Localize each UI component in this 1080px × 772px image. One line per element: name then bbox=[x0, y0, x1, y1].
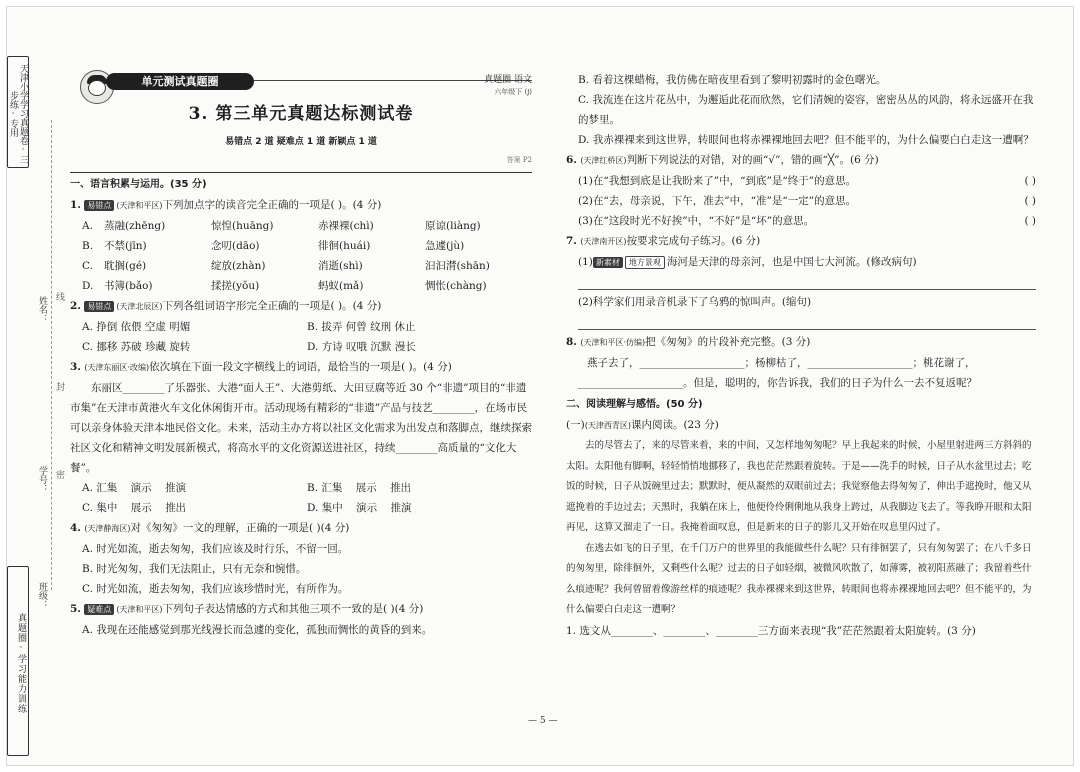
question-stem: 按要求完成句子练习。(6 分) bbox=[626, 235, 761, 247]
option-word: 推出 bbox=[390, 482, 412, 494]
q7-item-2: (2)科学家们用录音机录下了乌鸦的惊叫声。(缩句) bbox=[578, 296, 812, 308]
q5-option-c: C. 我流连在这片花丛中，为邂逅此花而欣然，它们清婉的姿容，密密丛丛的风韵，将永远盛开在我的梦里。 bbox=[578, 94, 1034, 126]
option-cell: 原谅(liàng) bbox=[425, 220, 481, 232]
option-d bbox=[307, 498, 532, 518]
question-4 bbox=[70, 518, 532, 539]
question-source: (天津西青区) bbox=[584, 421, 631, 430]
question-stem: 下列句子表达情感的方式和其他三项不一致的是( )(4 分) bbox=[162, 603, 424, 615]
question-1 bbox=[70, 195, 532, 216]
grade-label: 六年级下 (J) bbox=[494, 88, 532, 96]
q5-option-d: D. 我赤裸裸来到这世界，转眼间也将赤裸裸地回去吧？但不能平的，为什么偏要白白走这一遭啊？ bbox=[578, 134, 1034, 146]
fold-line bbox=[51, 120, 52, 590]
option-a: A. 挣倒 依偎 空虚 明媚 bbox=[82, 321, 191, 333]
question-source: (天津南开区) bbox=[580, 237, 627, 246]
question-number: 7. bbox=[566, 235, 577, 247]
option-cell: 徘徊(huái) bbox=[318, 240, 371, 252]
question-number: 4. bbox=[70, 522, 81, 534]
question-5 bbox=[70, 599, 532, 620]
answer-paren[interactable]: ( ) bbox=[1024, 215, 1036, 227]
judge-item bbox=[566, 211, 1036, 231]
question-number: 3. bbox=[70, 361, 81, 373]
option-cell: 汩汩潸(shān) bbox=[425, 260, 490, 272]
question-stem: 把《匆匆》的片段补充完整。(3 分) bbox=[645, 336, 811, 348]
question-source: (天津红桥区) bbox=[580, 156, 627, 165]
option-b: B. 拔弄 何曾 纹刑 休止 bbox=[307, 321, 416, 333]
option-c bbox=[82, 498, 307, 518]
question-source: (天津和平区) bbox=[116, 201, 163, 210]
judge-text: (3)在“这段时光不好挨”中，“不好”是“坏”的意思。 bbox=[578, 215, 815, 227]
q5-option-b: B. 看着这棵蜡梅，我仿佛在暗夜里看到了黎明初露时的金色曙光。 bbox=[578, 74, 887, 86]
option-cell: 念叨(dāo) bbox=[211, 240, 260, 252]
option-letter: B. bbox=[82, 240, 94, 252]
tag-badge: 疑难点 bbox=[84, 604, 114, 615]
judge-text: (2)在“去，母亲说，下午，准去”中，“准”是“一定”的意思。 bbox=[578, 195, 857, 207]
option-word: 推出 bbox=[165, 502, 187, 514]
option-word: A. 汇集 bbox=[82, 482, 118, 494]
option-word: 演示 bbox=[130, 482, 152, 494]
section-heading-2: 二、阅读理解与感悟。(50 分) bbox=[566, 399, 703, 410]
brand-label: 真题圈·学习能力训练 bbox=[7, 566, 29, 756]
option-b bbox=[307, 478, 532, 498]
option-word: 推演 bbox=[390, 502, 412, 514]
question-source: (天津和平区) bbox=[116, 605, 163, 614]
judge-item bbox=[566, 191, 1036, 211]
option-cell: 不禁(jīn) bbox=[104, 240, 147, 252]
option-cell: 耽搁(gé) bbox=[104, 260, 147, 272]
q8-line-2: ____________________。但是，聪明的，你告诉我，我们的日子为什么一去不复返呢？ bbox=[578, 377, 977, 389]
left-column bbox=[70, 70, 532, 640]
question-source: (天津北辰区) bbox=[116, 302, 163, 311]
question-3 bbox=[70, 357, 532, 378]
cut-mark-secret: 密 bbox=[54, 470, 64, 479]
q7-item-1-text: 海河是天津的母亲河，也是中国七大河流。(修改病句) bbox=[666, 256, 917, 268]
question-number: 2. bbox=[70, 300, 81, 312]
name-label: 姓名： bbox=[37, 296, 47, 323]
q7-item-1: (1) 新素材 地方景观 海河是天津的母亲河，也是中国七大河流。(修改病句) bbox=[578, 256, 917, 268]
page-title: 3. 第三单元真题达标测试卷 bbox=[188, 104, 414, 124]
reading-passage bbox=[566, 436, 1036, 621]
option-cell: 消逝(shì) bbox=[318, 260, 363, 272]
question-stem: 判断下列说法的对错，对的画“√”，错的画“╳”。(6 分) bbox=[626, 154, 879, 166]
answer-reference: 答案 P2 bbox=[70, 150, 532, 173]
answer-paren[interactable]: ( ) bbox=[1024, 195, 1036, 207]
option-word: 展示 bbox=[130, 502, 152, 514]
option-letter: A. bbox=[82, 220, 93, 232]
tag-badge: 易错点 bbox=[84, 301, 114, 312]
option-cell: 惊惶(huāng) bbox=[211, 220, 274, 232]
question-2 bbox=[70, 296, 532, 317]
option-letter: D. bbox=[82, 280, 94, 292]
q3-options bbox=[70, 478, 532, 518]
q1-options bbox=[70, 216, 532, 296]
option-cell: 绽放(zhàn) bbox=[211, 260, 266, 272]
tag-badge-outline: 地方景观 bbox=[625, 256, 665, 269]
question-6 bbox=[566, 150, 1036, 171]
answer-line[interactable] bbox=[578, 272, 1036, 290]
section-heading-1: 一、语言积累与运用。(35 分) bbox=[70, 179, 207, 190]
question-8 bbox=[566, 332, 1036, 353]
tag-badge: 易错点 bbox=[84, 200, 114, 211]
student-id-label: 学号： bbox=[37, 466, 47, 493]
option-c: C. 时光如流，逝去匆匆，我们应该珍惜时光，有所作为。 bbox=[82, 583, 349, 595]
series-label: 天津小学学习真题卷·三步练·专用 bbox=[7, 56, 29, 168]
question-7 bbox=[566, 231, 1036, 252]
option-word: B. 汇集 bbox=[307, 482, 343, 494]
question-stem: 下列各组词语字形完全正确的一项是( )。(4 分) bbox=[162, 300, 382, 312]
series-name: 真题圈 语文 bbox=[484, 75, 532, 85]
passage-paragraph-2: 在逃去如飞的日子里，在千门万户的世界里的我能做些什么呢？只有徘徊罢了，只有匆匆罢了；在八千多日的匆匆里，除徘徊外，又剩些什么呢？过去的日子如轻烟，被微风吹散了，如薄雾，被初阳蒸融了；我留着些什么痕迹呢？我何曾留着像游丝样的痕迹呢？我赤裸裸来到这世界，转眼间也将赤裸裸地回去吧？但不能平的，为什么偏要白白走这一遭啊？ bbox=[566, 542, 1032, 615]
part-title: 课内阅读。(23 分) bbox=[630, 419, 719, 431]
option-d: D. 方诗 叹哦 沉默 漫长 bbox=[307, 341, 416, 353]
part-label: (一) bbox=[566, 419, 585, 431]
right-column bbox=[566, 70, 1036, 641]
option-c: C. 挪移 苏破 珍藏 旋转 bbox=[82, 341, 191, 353]
option-a: A. 时光如流，逝去匆匆，我们应该及时行乐，不留一回。 bbox=[82, 543, 349, 555]
question-number: 1. bbox=[70, 199, 81, 211]
option-word: 演示 bbox=[356, 502, 378, 514]
question-stem: 依次填在下面一段文字横线上的词语，最恰当的一项是( )。(4 分) bbox=[149, 361, 452, 373]
q3-passage: 东丽区________了乐器张、大港“面人王”、大港剪纸、大田豆腐等近 30 个“非遗”项目的“非遗市集”在天津市黄港火车文化休闲街开市。活动现场有精彩的“非遗”产品与技艺________，在场市民可以亲身体验天津本地民俗文化。未来，活动主办方将以社区文化需求为出发点和落脚点，继续探索社区文化和精神文明发展新模式，将高水平的文化资源送进社区，持续________高质量的“文化大餐”。 bbox=[70, 382, 532, 474]
option-cell: 急遽(jù) bbox=[425, 240, 465, 252]
question-source: (天津静海区) bbox=[84, 524, 131, 533]
option-cell: 揉搓(yǒu) bbox=[211, 280, 260, 292]
question-number: 6. bbox=[566, 154, 577, 166]
class-label: 班级： bbox=[37, 582, 47, 609]
judge-text: (1)在“我想到底是让我盼来了”中，“到底”是“终于”的意思。 bbox=[578, 175, 857, 187]
option-cell: 书簿(bǎo) bbox=[104, 280, 153, 292]
option-word: C. 集中 bbox=[82, 502, 118, 514]
cut-mark-line: 线 bbox=[54, 292, 64, 301]
option-letter: C. bbox=[82, 260, 93, 272]
header-bar bbox=[70, 70, 532, 96]
header-badge: 单元测试真题圈 bbox=[106, 73, 254, 90]
answer-paren[interactable]: ( ) bbox=[1024, 175, 1036, 187]
question-number: 8. bbox=[566, 336, 577, 348]
option-cell: 蒸融(zhēng) bbox=[104, 220, 166, 232]
q8-line-1: 燕子去了，____________________；杨柳枯了，____________________；桃花谢了， bbox=[587, 357, 976, 369]
option-cell: 蚂蚁(mǎ) bbox=[318, 280, 364, 292]
option-a: A. 我现在还能感觉到那光线漫长而急遽的变化，孤独而惆怅的黄昏的到来。 bbox=[82, 624, 433, 636]
sub-question-1: 1. 选文从________、________、________三方面来表现“我”茫茫然跟着太阳旋转。(3 分) bbox=[566, 624, 976, 637]
question-number: 5. bbox=[70, 603, 81, 615]
q2-options bbox=[70, 317, 532, 357]
page-number: — 5 — bbox=[528, 716, 558, 726]
option-a bbox=[82, 478, 307, 498]
question-stem: 下列加点字的读音完全正确的一项是( )。(4 分) bbox=[162, 199, 382, 211]
judge-item bbox=[566, 171, 1036, 191]
binding-strip bbox=[6, 56, 64, 756]
option-cell: 惆怅(chàng) bbox=[425, 280, 487, 292]
option-word: D. 集中 bbox=[307, 502, 343, 514]
cut-mark-seal: 封 bbox=[54, 382, 64, 391]
option-cell: 赤裸裸(chì) bbox=[318, 220, 374, 232]
answer-line[interactable] bbox=[578, 312, 1036, 330]
option-b: B. 时光匆匆，我们无法阻止，只有无奈和惋惜。 bbox=[82, 563, 307, 575]
reading-part-1-heading bbox=[566, 415, 1036, 436]
option-word: 推演 bbox=[164, 482, 186, 494]
option-word: 展示 bbox=[355, 482, 377, 494]
question-source: (天津东丽区·改编) bbox=[84, 363, 150, 372]
tag-badge: 新素材 bbox=[593, 257, 623, 268]
point-summary: 易错点 2 道 疑难点 1 道 新颖点 1 道 bbox=[225, 137, 377, 147]
question-source: (天津和平区·仿编) bbox=[580, 338, 646, 347]
question-stem: 对《匆匆》一文的理解，正确的一项是( )(4 分) bbox=[130, 522, 350, 534]
passage-paragraph-1: 去的尽管去了，来的尽管来着，来的中间，又怎样地匆匆呢？早上我起来的时候，小屋里射进两三方斜斜的太阳。太阳他有脚啊，轻轻悄悄地挪移了，我也茫茫然跟着旋转。于是——洗手的时候，日子从水盆里过去；吃饭的时候，日子从饭碗里过去；默默时，便从凝然的双眼前过去；我觉察他去得匆匆了，伸出手遮挽时，他又从遮挽着的手边过去；天黑时，我躺在床上，他便伶伶俐俐地从我身上跨过，从我脚边飞去了。等我睁开眼和太阳再见，这算又溜走了一日。我掩着面叹息，但是新来的日子的影儿又开始在叹息里闪过了。 bbox=[566, 440, 1032, 533]
